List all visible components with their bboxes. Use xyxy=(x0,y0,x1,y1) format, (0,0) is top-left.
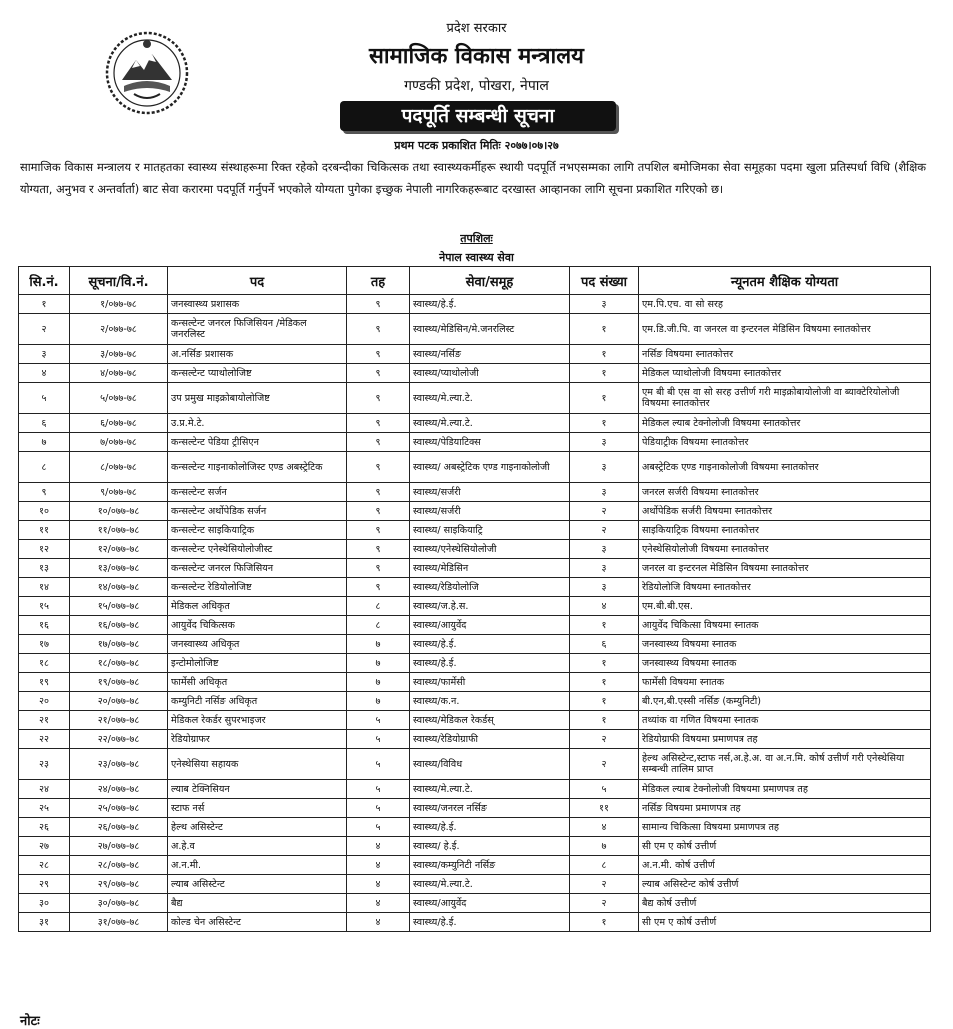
cell-post-count: ३ xyxy=(570,578,639,597)
cell-service-group: स्वास्थ्य/हे.ई. xyxy=(410,654,570,673)
cell-qualification: एम.पि.एच. वा सो सरह xyxy=(639,295,931,314)
cell-serial: २१ xyxy=(19,711,70,730)
cell-post: कन्सल्टेन्ट अर्थोपेडिक सर्जन xyxy=(168,502,347,521)
cell-serial: १० xyxy=(19,502,70,521)
table-row xyxy=(19,483,931,502)
cell-serial: ३० xyxy=(19,894,70,913)
cell-serial: २६ xyxy=(19,818,70,837)
cell-post-count: ११ xyxy=(570,799,639,818)
header-post: पद xyxy=(168,267,347,295)
cell-notice-no: ५/०७७-७८ xyxy=(70,383,168,414)
cell-level: ५ xyxy=(347,711,410,730)
cell-post-count: १ xyxy=(570,673,639,692)
cell-service-group: स्वास्थ्य/रेडियोग्राफी xyxy=(410,730,570,749)
cell-serial: १३ xyxy=(19,559,70,578)
cell-serial: १७ xyxy=(19,635,70,654)
cell-qualification: जनस्वास्थ्य विषयमा स्नातक xyxy=(639,635,931,654)
cell-qualification: बैद्य कोर्ष उत्तीर्ण xyxy=(639,894,931,913)
details-heading: तपशिलः xyxy=(460,232,493,245)
cell-notice-no: ३/०७७-७८ xyxy=(70,345,168,364)
cell-level: ९ xyxy=(347,414,410,433)
notice-title-banner: पदपूर्ति सम्बन्धी सूचना xyxy=(340,101,616,131)
table-row xyxy=(19,452,931,483)
cell-qualification: अर्थोपेडिक सर्जरी विषयमा स्नातकोत्तर xyxy=(639,502,931,521)
cell-service-group: स्वास्थ्य/क.न. xyxy=(410,692,570,711)
cell-service-group: स्वास्थ्य/सर्जरी xyxy=(410,483,570,502)
table-row xyxy=(19,913,931,932)
cell-post: कन्सल्टेन्ट जनरल फिजिसियन xyxy=(168,559,347,578)
table-header-row xyxy=(19,267,931,295)
cell-serial: २२ xyxy=(19,730,70,749)
table-row xyxy=(19,540,931,559)
cell-post: मेडिकल अधिकृत xyxy=(168,597,347,616)
cell-notice-no: १५/०७७-७८ xyxy=(70,597,168,616)
cell-level: ९ xyxy=(347,314,410,345)
cell-service-group: स्वास्थ्य/कम्युनिटी नर्सिङ xyxy=(410,856,570,875)
table-row xyxy=(19,818,931,837)
cell-qualification: अ.न.मी. कोर्ष उत्तीर्ण xyxy=(639,856,931,875)
table-row xyxy=(19,414,931,433)
cell-notice-no: १३/०७७-७८ xyxy=(70,559,168,578)
cell-post: कम्युनिटी नर्सिङ अधिकृत xyxy=(168,692,347,711)
cell-post-count: ३ xyxy=(570,559,639,578)
cell-serial: १ xyxy=(19,295,70,314)
cell-qualification: हेल्थ असिस्टेन्ट,स्टाफ नर्स,अ.हे.अ. वा अ.न.मि. कोर्ष उत्तीर्ण गरी एनेस्थेसिया सम्बन्धी तालिम प्राप्त xyxy=(639,749,931,780)
cell-post: उप प्रमुख माइक्रोबायोलोजिष्ट xyxy=(168,383,347,414)
cell-qualification: नर्सिङ विषयमा प्रमाणपत्र तह xyxy=(639,799,931,818)
cell-service-group: स्वास्थ्य/मे.ल्या.टे. xyxy=(410,383,570,414)
cell-post: इन्टोमोलोजिष्ट xyxy=(168,654,347,673)
cell-post: कन्सल्टेन्ट पेडिया ट्रीसिएन xyxy=(168,433,347,452)
table-row xyxy=(19,635,931,654)
cell-post: एनेस्थेसिया सहायक xyxy=(168,749,347,780)
table-row xyxy=(19,433,931,452)
cell-service-group: स्वास्थ्य/सर्जरी xyxy=(410,502,570,521)
note-label: नोटः xyxy=(20,1014,40,1029)
cell-serial: २० xyxy=(19,692,70,711)
cell-post: कन्सल्टेन्ट गाइनाकोलोजिस्ट एण्ड अबस्ट्रेटिक xyxy=(168,452,347,483)
table-row xyxy=(19,295,931,314)
cell-notice-no: २४/०७७-७८ xyxy=(70,780,168,799)
cell-post-count: १ xyxy=(570,654,639,673)
cell-notice-no: १९/०७७-७८ xyxy=(70,673,168,692)
cell-post-count: २ xyxy=(570,502,639,521)
cell-post: अ.नर्सिङ प्रशासक xyxy=(168,345,347,364)
cell-serial: १२ xyxy=(19,540,70,559)
cell-qualification: एम.बी.बी.एस. xyxy=(639,597,931,616)
cell-level: ७ xyxy=(347,692,410,711)
cell-post-count: २ xyxy=(570,521,639,540)
cell-service-group: स्वास्थ्य/मे.ल्या.टे. xyxy=(410,780,570,799)
cell-service-group: स्वास्थ्य/नर्सिङ xyxy=(410,345,570,364)
cell-service-group: स्वास्थ्य/ अबस्ट्रेटिक एण्ड गाइनाकोलोजी xyxy=(410,452,570,483)
cell-notice-no: ९/०७७-७८ xyxy=(70,483,168,502)
cell-serial: १४ xyxy=(19,578,70,597)
cell-service-group: स्वास्थ्य/मेडिकल रेकर्डस् xyxy=(410,711,570,730)
cell-service-group: स्वास्थ्य/हे.ई. xyxy=(410,913,570,932)
cell-serial: १६ xyxy=(19,616,70,635)
cell-post: जनस्वास्थ्य प्रशासक xyxy=(168,295,347,314)
cell-notice-no: १६/०७७-७८ xyxy=(70,616,168,635)
cell-qualification: आयुर्वेद चिकित्सा विषयमा स्नातक xyxy=(639,616,931,635)
cell-serial: २५ xyxy=(19,799,70,818)
ministry-title: सामाजिक विकास मन्त्रालय xyxy=(369,44,584,69)
cell-level: ९ xyxy=(347,433,410,452)
cell-post-count: ३ xyxy=(570,295,639,314)
table-row xyxy=(19,799,931,818)
cell-qualification: एम.डि.जी.पि. वा जनरल वा इन्टरनल मेडिसिन विषयमा स्नातकोत्तर xyxy=(639,314,931,345)
cell-post-count: २ xyxy=(570,749,639,780)
table-row xyxy=(19,749,931,780)
table-row xyxy=(19,502,931,521)
cell-qualification: रेडियोग्राफी विषयमा प्रमाणपत्र तह xyxy=(639,730,931,749)
cell-level: ४ xyxy=(347,837,410,856)
cell-level: ७ xyxy=(347,673,410,692)
table-row xyxy=(19,597,931,616)
cell-level: ४ xyxy=(347,894,410,913)
table-row xyxy=(19,616,931,635)
cell-post-count: ३ xyxy=(570,540,639,559)
cell-post-count: १ xyxy=(570,383,639,414)
cell-post-count: ३ xyxy=(570,483,639,502)
cell-post: बैद्य xyxy=(168,894,347,913)
cell-level: ८ xyxy=(347,597,410,616)
header-post-count: पद संख्या xyxy=(570,267,639,295)
cell-serial: ९ xyxy=(19,483,70,502)
cell-service-group: स्वास्थ्य/पेडियाटिक्स xyxy=(410,433,570,452)
cell-qualification: मेडिकल ल्याब टेक्नोलोजी विषयमा स्नातकोत्तर xyxy=(639,414,931,433)
table-row xyxy=(19,578,931,597)
cell-serial: २८ xyxy=(19,856,70,875)
document-header xyxy=(0,0,953,160)
cell-service-group: स्वास्थ्य/हे.ई. xyxy=(410,818,570,837)
cell-notice-no: २५/०७७-७८ xyxy=(70,799,168,818)
cell-notice-no: ७/०७७-७८ xyxy=(70,433,168,452)
cell-qualification: पेडियाट्रीक विषयमा स्नातकोत्तर xyxy=(639,433,931,452)
cell-post-count: २ xyxy=(570,730,639,749)
cell-post: मेडिकल रेकर्डर सुपरभाइजर xyxy=(168,711,347,730)
publish-date: प्रथम पटक प्रकाशित मितिः २०७७।०७।२७ xyxy=(394,139,559,152)
table-row xyxy=(19,559,931,578)
cell-qualification: बी.एन,बी.एस्सी नर्सिङ (कम्युनिटी) xyxy=(639,692,931,711)
cell-post-count: ६ xyxy=(570,635,639,654)
cell-qualification: नर्सिङ विषयमा स्नातकोत्तर xyxy=(639,345,931,364)
cell-serial: २९ xyxy=(19,875,70,894)
cell-service-group: स्वास्थ्य/ हे.ई. xyxy=(410,837,570,856)
cell-post-count: १ xyxy=(570,345,639,364)
cell-post-count: १ xyxy=(570,692,639,711)
cell-post: अ.हे.व xyxy=(168,837,347,856)
header-notice-no: सूचना/वि.नं. xyxy=(70,267,168,295)
cell-notice-no: ११/०७७-७८ xyxy=(70,521,168,540)
cell-level: ४ xyxy=(347,875,410,894)
cell-service-group: स्वास्थ्य/फार्मेसी xyxy=(410,673,570,692)
cell-qualification: ल्याब असिस्टेन्ट कोर्ष उत्तीर्ण xyxy=(639,875,931,894)
table-row xyxy=(19,654,931,673)
cell-post-count: १ xyxy=(570,616,639,635)
cell-qualification: सी एम ए कोर्ष उत्तीर्ण xyxy=(639,913,931,932)
cell-qualification: मेडिकल ल्याब टेक्नोलोजी विषयमा प्रमाणपत्र तह xyxy=(639,780,931,799)
table-row xyxy=(19,383,931,414)
cell-level: ९ xyxy=(347,521,410,540)
cell-qualification: एम बी बी एस वा सो सरह उत्तीर्ण गरी माइक्रोबायोलोजी वा ब्याक्टेरियोलोजी विषयमा स्नातकोत्तर xyxy=(639,383,931,414)
cell-service-group: स्वास्थ्य/आयुर्वेद xyxy=(410,894,570,913)
cell-post: हेल्थ असिस्टेन्ट xyxy=(168,818,347,837)
cell-level: ९ xyxy=(347,345,410,364)
cell-level: ९ xyxy=(347,452,410,483)
header-serial: सि.नं. xyxy=(19,267,70,295)
cell-post: जनस्वास्थ्य अधिकृत xyxy=(168,635,347,654)
cell-notice-no: १२/०७७-७८ xyxy=(70,540,168,559)
cell-level: ५ xyxy=(347,730,410,749)
cell-qualification: सामान्य चिकित्सा विषयमा प्रमाणपत्र तह xyxy=(639,818,931,837)
cell-post-count: ३ xyxy=(570,433,639,452)
table-row xyxy=(19,673,931,692)
table-row xyxy=(19,837,931,856)
cell-level: ५ xyxy=(347,818,410,837)
cell-post-count: ४ xyxy=(570,818,639,837)
cell-service-group: स्वास्थ्य/विविध xyxy=(410,749,570,780)
cell-serial: १५ xyxy=(19,597,70,616)
cell-notice-no: १०/०७७-७८ xyxy=(70,502,168,521)
cell-serial: ७ xyxy=(19,433,70,452)
cell-service-group: स्वास्थ्य/मेडिसिन/मे.जनरलिस्ट xyxy=(410,314,570,345)
service-heading: नेपाल स्वास्थ्य सेवा xyxy=(439,251,514,264)
cell-serial: ८ xyxy=(19,452,70,483)
cell-notice-no: ३०/०७७-७८ xyxy=(70,894,168,913)
cell-service-group: स्वास्थ्य/ साइकियाट्रि xyxy=(410,521,570,540)
cell-notice-no: २९/०७७-७८ xyxy=(70,875,168,894)
cell-service-group: स्वास्थ्य/रेडियोलोजि xyxy=(410,578,570,597)
cell-qualification: सी एम ए कोर्ष उत्तीर्ण xyxy=(639,837,931,856)
table-row xyxy=(19,856,931,875)
cell-service-group: स्वास्थ्य/एनेस्थेसियोलोजी xyxy=(410,540,570,559)
cell-post: अ.न.मी. xyxy=(168,856,347,875)
table-row xyxy=(19,780,931,799)
cell-qualification: तथ्यांक वा गणित विषयमा स्नातक xyxy=(639,711,931,730)
cell-notice-no: २३/०७७-७८ xyxy=(70,749,168,780)
table-row xyxy=(19,364,931,383)
table-row xyxy=(19,875,931,894)
cell-post: स्टाफ नर्स xyxy=(168,799,347,818)
cell-level: ९ xyxy=(347,383,410,414)
cell-level: ९ xyxy=(347,502,410,521)
cell-level: ५ xyxy=(347,780,410,799)
header-service-group: सेवा/समूह xyxy=(410,267,570,295)
cell-notice-no: ६/०७७-७८ xyxy=(70,414,168,433)
cell-level: ५ xyxy=(347,749,410,780)
cell-post-count: १ xyxy=(570,364,639,383)
cell-post: कन्सल्टेन्ट रेडियोलोजिष्ट xyxy=(168,578,347,597)
cell-service-group: स्वास्थ्य/मे.ल्या.टे. xyxy=(410,414,570,433)
cell-serial: १९ xyxy=(19,673,70,692)
cell-level: ९ xyxy=(347,364,410,383)
cell-service-group: स्वास्थ्य/हे.ई. xyxy=(410,635,570,654)
cell-notice-no: १७/०७७-७८ xyxy=(70,635,168,654)
cell-post: कोल्ड चेन असिस्टेन्ट xyxy=(168,913,347,932)
cell-level: ४ xyxy=(347,856,410,875)
cell-serial: ५ xyxy=(19,383,70,414)
cell-qualification: फार्मेसी विषयमा स्नातक xyxy=(639,673,931,692)
cell-level: ९ xyxy=(347,540,410,559)
cell-notice-no: २/०७७-७८ xyxy=(70,314,168,345)
government-label: प्रदेश सरकार xyxy=(446,21,507,36)
cell-notice-no: २२/०७७-७८ xyxy=(70,730,168,749)
table-body xyxy=(19,295,931,932)
cell-level: ७ xyxy=(347,635,410,654)
cell-post-count: ३ xyxy=(570,452,639,483)
cell-level: ५ xyxy=(347,799,410,818)
cell-serial: ३१ xyxy=(19,913,70,932)
cell-service-group: स्वास्थ्य/जनरल नर्सिङ xyxy=(410,799,570,818)
cell-post-count: ५ xyxy=(570,780,639,799)
cell-service-group: स्वास्थ्य/मेडिसिन xyxy=(410,559,570,578)
cell-qualification: जनरल वा इन्टरनल मेडिसिन विषयमा स्नातकोत्तर xyxy=(639,559,931,578)
cell-post: कन्सल्टेन्ट जनरल फिजिसियन /मेडिकल जनरलिस्ट xyxy=(168,314,347,345)
cell-level: ९ xyxy=(347,559,410,578)
vacancy-table xyxy=(18,266,931,932)
cell-post-count: ४ xyxy=(570,597,639,616)
cell-qualification: अबस्ट्रेटिक एण्ड गाइनाकोलोजी विषयमा स्नातकोत्तर xyxy=(639,452,931,483)
cell-post-count: २ xyxy=(570,894,639,913)
cell-post-count: १ xyxy=(570,711,639,730)
cell-post-count: १ xyxy=(570,913,639,932)
cell-qualification: रेडियोलोजि विषयमा स्नातकोत्तर xyxy=(639,578,931,597)
cell-post-count: ८ xyxy=(570,856,639,875)
table-row xyxy=(19,730,931,749)
cell-notice-no: ४/०७७-७८ xyxy=(70,364,168,383)
table-row xyxy=(19,692,931,711)
cell-service-group: स्वास्थ्य/आयुर्वेद xyxy=(410,616,570,635)
cell-notice-no: २०/०७७-७८ xyxy=(70,692,168,711)
cell-serial: २ xyxy=(19,314,70,345)
cell-post: कन्सल्टेन्ट सर्जन xyxy=(168,483,347,502)
cell-level: ७ xyxy=(347,654,410,673)
cell-qualification: साइकियाट्रिक विषयमा स्नातकोत्तर xyxy=(639,521,931,540)
table-row xyxy=(19,711,931,730)
cell-level: ८ xyxy=(347,616,410,635)
cell-qualification: जनस्वास्थ्य विषयमा स्नातक xyxy=(639,654,931,673)
cell-serial: २४ xyxy=(19,780,70,799)
cell-post: रेडियोग्राफर xyxy=(168,730,347,749)
cell-serial: २३ xyxy=(19,749,70,780)
table-row xyxy=(19,521,931,540)
cell-post: कन्सल्टेन्ट साइकियाट्रिक xyxy=(168,521,347,540)
cell-level: ९ xyxy=(347,295,410,314)
cell-post-count: ७ xyxy=(570,837,639,856)
cell-serial: ६ xyxy=(19,414,70,433)
cell-post: ल्याब टेक्निसियन xyxy=(168,780,347,799)
table-row xyxy=(19,894,931,913)
cell-notice-no: १४/०७७-७८ xyxy=(70,578,168,597)
cell-notice-no: ८/०७७-७८ xyxy=(70,452,168,483)
cell-notice-no: २८/०७७-७८ xyxy=(70,856,168,875)
cell-qualification: एनेस्थेसियोलोजी विषयमा स्नातकोत्तर xyxy=(639,540,931,559)
table-row xyxy=(19,314,931,345)
cell-notice-no: १८/०७७-७८ xyxy=(70,654,168,673)
cell-post: फार्मेसी अधिकृत xyxy=(168,673,347,692)
cell-post: आयुर्वेद चिकित्सक xyxy=(168,616,347,635)
cell-post: कन्सल्टेन्ट एनेस्थेसियोलोजीस्ट xyxy=(168,540,347,559)
cell-post: उ.प्र.मे.टे. xyxy=(168,414,347,433)
cell-level: ९ xyxy=(347,483,410,502)
cell-post-count: १ xyxy=(570,314,639,345)
cell-post: कन्सल्टेन्ट प्याथोलोजिष्ट xyxy=(168,364,347,383)
cell-post-count: २ xyxy=(570,875,639,894)
cell-post-count: १ xyxy=(570,414,639,433)
cell-notice-no: २१/०७७-७८ xyxy=(70,711,168,730)
cell-notice-no: २६/०७७-७८ xyxy=(70,818,168,837)
cell-post: ल्याब असिस्टेन्ट xyxy=(168,875,347,894)
cell-serial: ११ xyxy=(19,521,70,540)
cell-level: ४ xyxy=(347,913,410,932)
ministry-address: गण्डकी प्रदेश, पोखरा, नेपाल xyxy=(404,78,549,94)
cell-serial: ३ xyxy=(19,345,70,364)
cell-notice-no: १/०७७-७८ xyxy=(70,295,168,314)
cell-level: ९ xyxy=(347,578,410,597)
cell-notice-no: २७/०७७-७८ xyxy=(70,837,168,856)
header-qualification: न्यूनतम शैक्षिक योग्यता xyxy=(639,267,931,295)
cell-serial: २७ xyxy=(19,837,70,856)
cell-service-group: स्वास्थ्य/ज.हे.स. xyxy=(410,597,570,616)
table-row xyxy=(19,345,931,364)
header-level: तह xyxy=(347,267,410,295)
cell-notice-no: ३१/०७७-७८ xyxy=(70,913,168,932)
cell-service-group: स्वास्थ्य/मे.ल्या.टे. xyxy=(410,875,570,894)
intro-paragraph: सामाजिक विकास मन्त्रालय र मातहतका स्वास्थ्य संस्थाहरूमा रिक्त रहेको दरबन्दीका चिकित्सक तथा स्वास्थ्यकर्मीहरू स्थायी पदपूर्ति नभएसम्मका लागि तपशिल बमोजिमका सेवा समूहका पदमा खुला प्रतिस्पर्धा विधि (शैक्षिक योग्यता, अनुभव र अन्तर्वार्ता) बाट सेवा करारमा पदपूर्ति गर्नुपर्ने भएकोले योग्यता पुगेका इच्छुक नेपाली नागरिकहरूबाट दरखास्त आव्हानका लागि सूचना प्रकाशित गरिएको छ। xyxy=(20,160,926,196)
cell-service-group: स्वास्थ्य/हे.ई. xyxy=(410,295,570,314)
cell-serial: १८ xyxy=(19,654,70,673)
cell-service-group: स्वास्थ्य/प्याथोलोजी xyxy=(410,364,570,383)
cell-qualification: जनरल सर्जरी विषयमा स्नातकोत्तर xyxy=(639,483,931,502)
cell-serial: ४ xyxy=(19,364,70,383)
cell-qualification: मेडिकल प्याथोलोजी विषयमा स्नातकोत्तर xyxy=(639,364,931,383)
